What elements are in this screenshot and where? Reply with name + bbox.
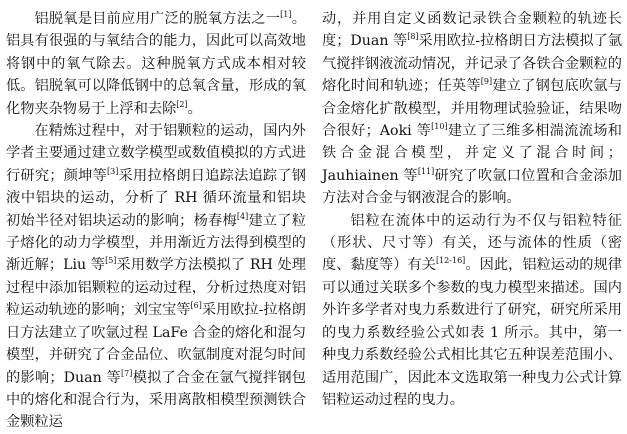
paragraph (6, 120, 306, 434)
citation-ref[interactable]: [6] (190, 301, 202, 311)
citation-ref[interactable]: [9] (480, 77, 493, 87)
right-column (322, 8, 622, 411)
text-run: 动，并用自定义函数记录铁合金颗粒的轨迹长度；Duan 等 (322, 11, 622, 50)
text-run: 建立了钢包底吹氩与合金熔化扩散模型，并用物理试验验证，结果吻合很好；Aoki 等 (322, 78, 622, 140)
text-run: 采用数学方法模拟了 RH 处理过程中添加铝颗粒的运动过程，分析过热度对铝粒运动轨迹的影响；刘宝宝等 (6, 257, 306, 319)
text-run: 在精炼过程中，对于铝颗粒的运动，国内外学者主要通过建立数学模型或数值模拟的方式进行研究；颜坤等 (6, 123, 306, 184)
paragraph (322, 8, 622, 210)
paragraph (322, 210, 622, 412)
text-run: 。因此，铝粒运动的规律可以通过关联多个参数的曳力模型来描述。国内外许多学者对曳力系数进行了研究，研究所采用的曳力系数经验公式如表 1 所示。其中，第一种曳力系数经验公式相比其它五种误差范围小、适用范围广，因此本文选取第一种曳力公式计算铝粒运动过程的曳力。 (322, 257, 622, 408)
citation-ref[interactable]: [5] (105, 256, 117, 266)
text-run: 采用欧拉-拉格朗日方法模拟了氩气搅拌钢液流动情况，并记录了各铁合金颗粒的熔化时间和轨迹；任英等 (322, 33, 623, 95)
text-run: 建立了粒子熔化的动力学模型，并用渐近方法得到模型的渐近解；Liu 等 (6, 212, 306, 274)
text-run: 。铝具有很强的与氧结合的能力，因此可以高效地将钢中的氧气除去。这种脱氧方式成本相对较低。铝脱氧可以降低钢中的总氧含量，形成的氧化物夹杂物易于上浮和去除 (6, 11, 306, 117)
text-run: 建立了三维多相湍流流场和铁合金混合模型，并定义了混合时间；Jauhiainen 等 (322, 123, 622, 184)
text-run: 铝脱氧是目前应用广泛的脱氧方法之一 (34, 11, 281, 27)
citation-ref[interactable]: [3] (107, 166, 119, 176)
citation-ref[interactable]: [1] (280, 10, 292, 19)
text-run: 研究了吹氩口位置和合金添加方法对合金与钢液混合的影响。 (322, 167, 622, 207)
text-run: 采用欧拉-拉格朗日方法建立了吹氩过程 LaFe 合金的熔化和混匀模型，并研究了合金品位、吹氩制度对混匀时间的影响；Duan 等 (6, 302, 306, 386)
citation-ref[interactable]: [4] (236, 211, 249, 221)
text-run: 铝粒在流体中的运动行为不仅与铝粒特征（形状、尺寸等）有关，还与流体的性质（密度、黏度等）有关 (322, 212, 622, 274)
citation-ref[interactable]: [12-16] (435, 256, 466, 266)
citation-ref[interactable]: [7] (120, 368, 133, 378)
left-column (6, 8, 306, 434)
text-run: 。 (187, 100, 202, 117)
citation-ref[interactable]: [8] (407, 32, 419, 42)
citation-ref[interactable]: [11] (417, 166, 435, 176)
text-run: 采用拉格朗日追踪法追踪了钢液中铝块的运动，分析了 RH 循环流量和铝块初始半径对铝块运动的影响；杨春梅 (6, 167, 306, 229)
citation-ref[interactable]: [10] (431, 122, 448, 132)
text-run: 模拟了合金在氩气搅拌钢包中的熔化和混合行为，采用离散相模型预测铁合金颗粒运 (6, 369, 306, 431)
citation-ref[interactable]: [2] (176, 99, 188, 109)
paragraph (6, 8, 306, 120)
